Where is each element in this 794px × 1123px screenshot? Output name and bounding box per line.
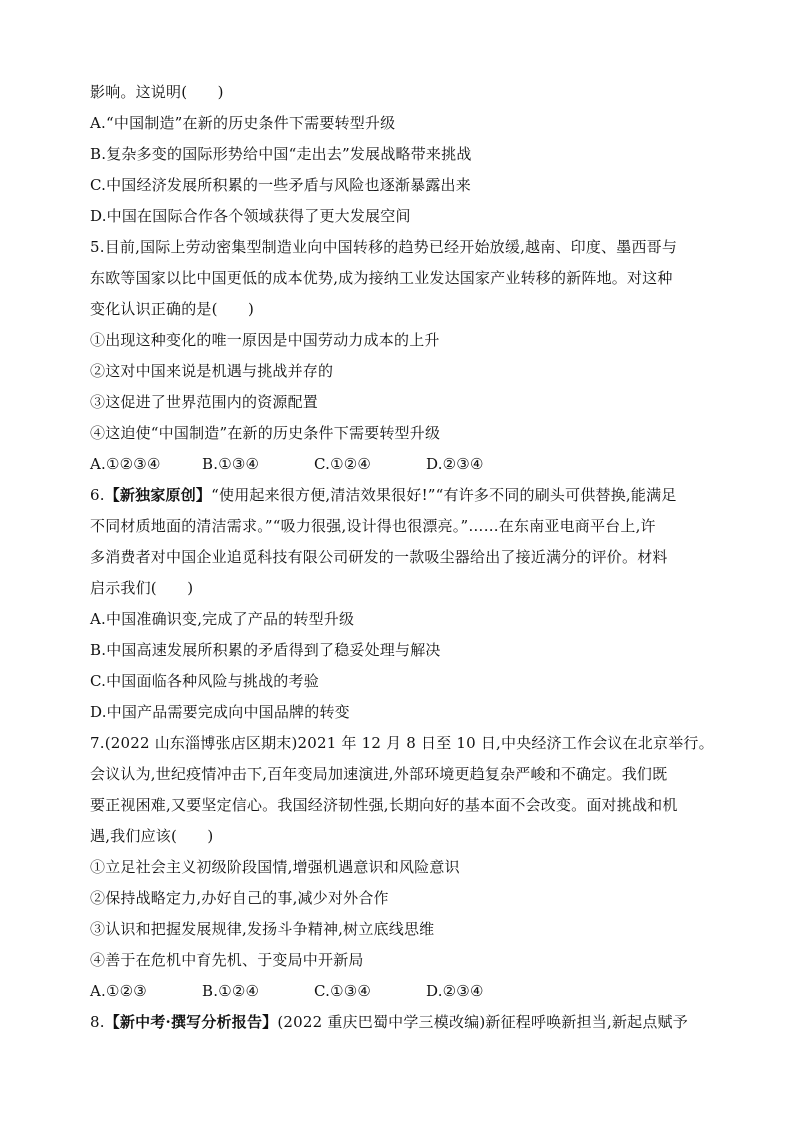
q7-statement-3: ③认识和把握发展规律,发扬斗争精神,树立底线思维 [90,920,435,938]
q5-choice-d: D.②③④ [426,455,484,473]
q5-statement-4: ④这迫使“中国制造”在新的历史条件下需要转型升级 [90,424,441,442]
q4-tail: 影响。这说明( ) [90,83,224,101]
q5-stem-line-2: 东欧等国家以比中国更低的成本优势,成为接纳工业发达国家产业转移的新阵地。对这种 [90,269,673,287]
q7-choice-d: D.②③④ [426,982,484,1000]
q4-option-a: A.“中国制造”在新的历史条件下需要转型升级 [90,114,396,132]
q6-option-a: A.中国准确识变,完成了产品的转型升级 [90,610,355,628]
q5-statement-1: ①出现这种变化的唯一原因是中国劳动力成本的上升 [90,331,440,349]
q6-tag: 【新独家原创】 [104,486,212,504]
q7-choice-c: C.①③④ [314,982,372,1000]
q6-option-c: C.中国面临各种风险与挑战的考验 [90,672,319,690]
q5-choice-a: A.①②③④ [90,455,161,473]
q6-stem-line-3: 多消费者对中国企业追觅科技有限公司研发的一款吸尘器给出了接近满分的评价。材料 [90,548,668,566]
q4-option-d: D.中国在国际合作各个领域获得了更大发展空间 [90,207,411,225]
q7-statement-2: ②保持战略定力,办好自己的事,减少对外合作 [90,889,389,907]
q7-choice-b: B.①②④ [202,982,260,1000]
q4-option-c: C.中国经济发展所积累的一些矛盾与风险也逐渐暴露出来 [90,176,471,194]
q6-number: 6. [90,486,105,504]
q7-statement-1: ①立足社会主义初级阶段国情,增强机遇意识和风险意识 [90,858,460,876]
q6-stem-text: “使用起来很方便,清洁效果很好!”“有许多不同的刷头可供替换,能满足 [211,486,677,504]
q5-stem-line-1: 5.目前,国际上劳动密集型制造业向中国转移的趋势已经开始放缓,越南、印度、墨西哥与 [90,238,678,256]
q7-stem-line-3: 要正视困难,又要坚定信心。我国经济韧性强,长期向好的基本面不会改变。面对挑战和机 [90,796,678,814]
q5-statement-2: ②这对中国来说是机遇与挑战并存的 [90,362,334,380]
q7-stem-line-1: 7.(2022 山东淄博张店区期末)2021 年 12 月 8 日至 10 日,中央经济工作会议在北京举行。 [90,734,714,752]
q6-stem-line-2: 不同材质地面的清洁需求。”“吸力很强,设计得也很漂亮。”……在东南亚电商平台上,许 [90,517,656,535]
q4-option-b: B.复杂多变的国际形势给中国“走出去”发展战略带来挑战 [90,145,472,163]
q7-choices [90,981,484,1001]
q5-stem-line-3: 变化认识正确的是( ) [90,300,255,318]
q6-option-d: D.中国产品需要完成向中国品牌的转变 [90,703,350,721]
q6-option-b: B.中国高速发展所积累的矛盾得到了稳妥处理与解决 [90,641,441,659]
q6-stem-line-1 [90,485,677,505]
q7-statement-4: ④善于在危机中育先机、于变局中开新局 [90,951,364,969]
q5-choice-c: C.①②④ [314,455,372,473]
q5-statement-3: ③这促进了世界范围内的资源配置 [90,393,319,411]
q7-choice-a: A.①②③ [90,982,147,1000]
q5-choice-b: B.①③④ [202,455,260,473]
q8-stem-line-1 [90,1012,688,1032]
q7-stem-line-2: 会议认为,世纪疫情冲击下,百年变局加速演进,外部环境更趋复杂严峻和不确定。我们既 [90,765,668,783]
q5-choices [90,454,484,474]
q8-number: 8. [90,1013,105,1031]
q8-tag: 【新中考·撰写分析报告】 [104,1013,278,1031]
q7-stem-line-4: 遇,我们应该( ) [90,827,214,845]
q8-stem-text: (2022 重庆巴蜀中学三模改编)新征程呼唤新担当,新起点赋予 [277,1013,688,1031]
q6-stem-line-4: 启示我们( ) [90,579,194,597]
